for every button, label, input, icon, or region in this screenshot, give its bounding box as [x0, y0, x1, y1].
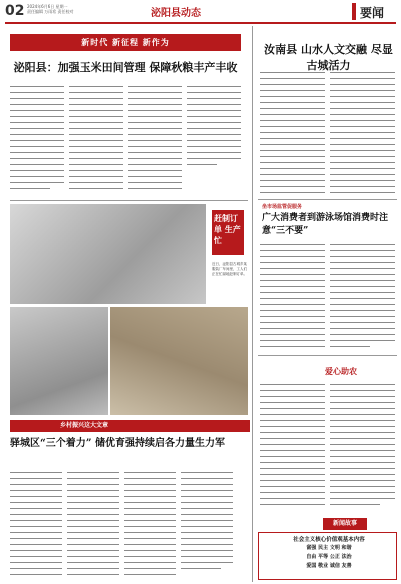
feature-caption: 近日，泌阳县古城乡某服装厂车间里，工人们正在忙碌地赶制订单。	[212, 262, 247, 276]
core-values-line: 爱国 敬业 诚信 友善	[306, 563, 352, 569]
rural-revitalization-strip: 乡村振兴这大文章	[10, 420, 250, 432]
core-values-line: 自由 平等 公正 法治	[306, 554, 352, 560]
lead-separator	[10, 200, 248, 201]
right-mid-kicker: 坐市场监管促服务	[262, 204, 303, 210]
header-rule	[5, 22, 396, 24]
section-title: 要闻	[360, 6, 385, 20]
right-top-headline: 汝南县 山水人文交融 尽显古城活力	[264, 43, 393, 72]
right-separator-1	[258, 199, 397, 200]
core-values-list	[262, 544, 396, 571]
core-values-line: 富强 民主 文明 和谐	[306, 545, 352, 551]
photo-garment-workers	[10, 204, 206, 304]
photo-packed-boxes	[110, 307, 248, 415]
lead-headline: 泌阳县：加强玉米田间管理 保障秋粮丰产丰收	[13, 61, 238, 74]
page-number: 02	[5, 3, 25, 19]
photo-sewing-workshop	[10, 307, 108, 415]
header-accent-block	[352, 3, 356, 20]
newspaper-logo: 泌阳县动态	[151, 8, 201, 19]
love-help-title: 爱心助农	[325, 366, 357, 376]
news-story-label: 新闻故事	[323, 518, 367, 530]
column-divider	[252, 26, 253, 582]
lower-headline: 驿城区“三个着力” 储优育强持续启各力量生力军	[10, 438, 225, 449]
right-separator-2	[258, 355, 397, 356]
feature-tag: 赶制订单 生产忙	[212, 210, 244, 255]
right-mid-headline: 广大消费者到游泳场馆消费时注意“三不要”	[262, 213, 389, 236]
core-values-title: 社会主义核心价值观基本内容	[293, 537, 365, 543]
theme-banner: 新时代 新征程 新作为	[10, 34, 241, 51]
issue-meta: 2024年6月6日 星期一 责任编辑 万雨希 责任校对	[27, 4, 74, 14]
